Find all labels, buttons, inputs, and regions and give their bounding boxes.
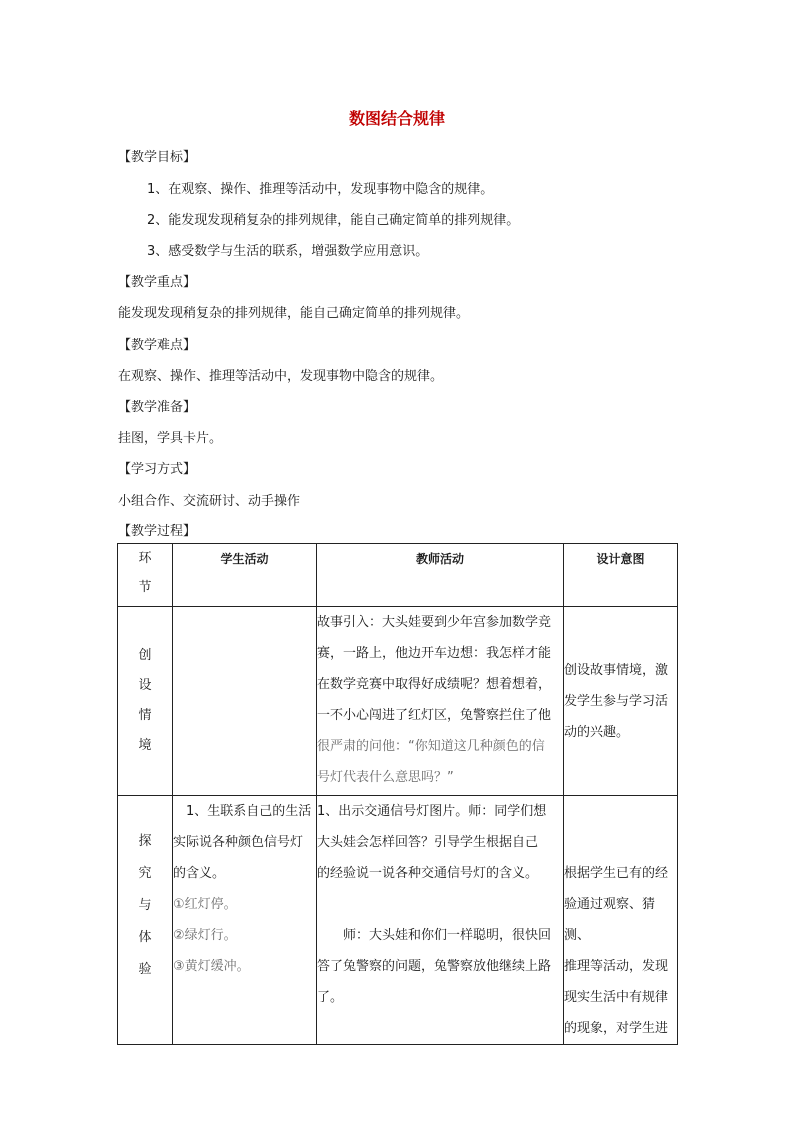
intent-line: 的现象，对学生进 (564, 1021, 669, 1036)
teacher-line: 1、出示交通信号灯图片。师：同学们想 (317, 804, 547, 819)
goal-item: 2、能发现发现稍复杂的排列规律，能自己确定简单的排列规律。 (147, 213, 520, 228)
difficulty-text: 在观察、操作、推理等活动中，发现事物中隐含的规律。 (118, 369, 444, 384)
goals-heading: 【教学目标】 (118, 150, 197, 165)
teacher-line: 赛，一路上，他边开车边想：我怎样才能 (317, 646, 552, 661)
teacher-line: 号灯代表什么意思吗？” (317, 770, 454, 785)
lesson-process-table (117, 543, 678, 1045)
student-line: ②绿灯行。 (173, 928, 237, 943)
header-stage-1: 环 (138, 551, 152, 566)
intent-line: 验通过观察、猜测、 (564, 897, 656, 943)
intent-line: 动的兴趣。 (564, 724, 630, 740)
intent-line: 现实生活中有规律 (564, 990, 669, 1005)
stage-char: 境 (138, 738, 152, 753)
student-line: 1、生联系自己的生活 (173, 804, 312, 819)
method-text: 小组合作、交流研讨、动手操作 (118, 494, 301, 509)
student-line: ①红灯停。 (173, 897, 237, 912)
table-row (118, 796, 678, 1045)
student-line: 实际说各种颜色信号灯 (173, 835, 304, 850)
stage-char: 体 (138, 930, 152, 945)
header-stage-2: 节 (138, 580, 152, 595)
header-student: 学生活动 (173, 544, 317, 607)
teacher-line: 故事引入：大头娃要到少年宫参加数学竞 (317, 615, 552, 630)
header-teacher: 教师活动 (317, 544, 564, 607)
header-stage (118, 544, 173, 607)
stage-char: 验 (138, 962, 152, 977)
intent-cell (564, 607, 678, 796)
stage-cell (118, 607, 173, 796)
teacher-line (317, 889, 563, 920)
student-line: 的含义。 (173, 866, 226, 881)
table-header-row (118, 544, 678, 607)
stage-cell (118, 796, 173, 1045)
goal-item: 1、在观察、操作、推理等活动中，发现事物中隐含的规律。 (147, 182, 494, 197)
goal-item: 3、感受数学与生活的联系，增强数学应用意识。 (147, 244, 429, 259)
key-heading: 【教学重点】 (118, 275, 197, 290)
intent-line: 创设故事情境，激 (564, 662, 669, 678)
difficulty-heading: 【教学难点】 (118, 338, 197, 353)
teacher-line: 师：大头娃和你们一样聪明，很快回 (317, 928, 552, 943)
header-intent: 设计意图 (564, 544, 678, 607)
stage-char: 究 (138, 866, 152, 881)
intent-line: 发学生参与学习活 (564, 693, 669, 709)
teacher-line: 很严肃的问他：“你知道这几种颜色的信 (317, 739, 545, 754)
prep-text: 挂图，学具卡片。 (118, 431, 223, 446)
stage-char: 创 (138, 648, 152, 663)
teacher-line: 了。 (317, 990, 344, 1005)
intent-line (564, 827, 677, 858)
stage-char: 与 (138, 898, 152, 913)
intent-line (564, 796, 677, 827)
student-line: ③黄灯缓冲。 (173, 959, 250, 974)
student-activity-cell (173, 796, 317, 1045)
process-heading: 【教学过程】 (118, 524, 197, 539)
method-heading: 【学习方式】 (118, 462, 197, 477)
stage-char: 情 (138, 708, 152, 723)
teacher-activity-cell (317, 607, 564, 796)
page-title: 数图结合规律 (348, 109, 445, 128)
stage-char: 设 (138, 678, 152, 693)
teacher-activity-cell (317, 796, 564, 1045)
teacher-line: 的经验说一说各种交通信号灯的含义。 (317, 866, 539, 881)
intent-cell (564, 796, 678, 1045)
student-activity-cell (173, 607, 317, 796)
teacher-line: 一不小心闯进了红灯区，兔警察拦住了他 (317, 708, 552, 723)
teacher-line: 在数学竞赛中取得好成绩呢？想着想着， (317, 677, 552, 692)
teacher-line: 大头娃会怎样回答？引导学生根据自己 (317, 835, 539, 850)
key-text: 能发现发现稍复杂的排列规律，能自己确定简单的排列规律。 (118, 306, 470, 321)
teacher-line: 答了兔警察的问题，兔警察放他继续上路 (317, 959, 552, 974)
intent-line: 根据学生已有的经 (564, 866, 669, 881)
stage-char: 探 (138, 834, 152, 849)
prep-heading: 【教学准备】 (118, 400, 197, 415)
intent-line: 推理等活动，发现 (564, 959, 669, 974)
table-row (118, 607, 678, 796)
